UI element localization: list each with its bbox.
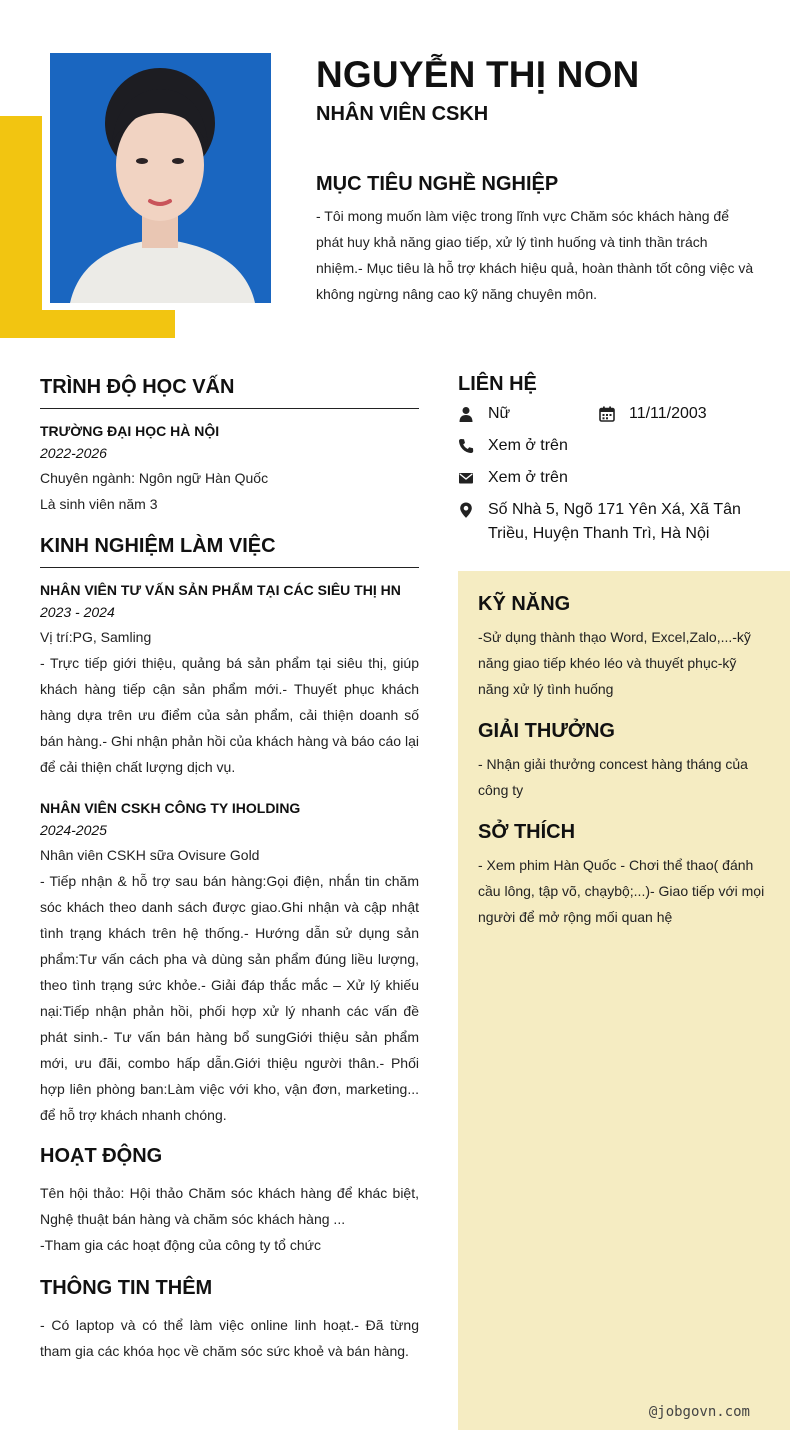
objective-text: - Tôi mong muốn làm việc trong lĩnh vực Chăm sóc khách hàng để phát huy khả năng giao tiếp, xử lý tình huống và tinh thần trách nhiệm.- Mục tiêu là hỗ trợ khách hiệu quả, hoàn thành tốt công việc và không ngừng nâng cao kỹ năng chuyên môn.: [316, 208, 754, 302]
watermark: @jobgovn.com: [648, 1404, 750, 1420]
education-title: TRÌNH ĐỘ HỌC VẤN: [40, 376, 235, 398]
education-section: [40, 376, 419, 517]
awards-section: [478, 720, 770, 803]
contact-row-gender-dob: [458, 402, 758, 426]
job-1-description: - Trực tiếp giới thiệu, quảng bá sản phẩm tại siêu thị, giúp khách hàng tiếp cận sản phẩm mới.- Thuyết phục khách hàng dựa trên ưu điểm của sản phẩm, cải thiện doanh số bán hàng.- Ghi nhận phản hồi của khách hàng và báo cáo lại để cải thiện chất lượng dịch vụ.: [40, 655, 419, 775]
skills-section: [478, 593, 770, 702]
education-note: Là sinh viên năm 3: [40, 496, 158, 512]
accent-bar-vertical: [0, 116, 42, 338]
more-info-section: [40, 1277, 419, 1364]
job-1-name: NHÂN VIÊN TƯ VẤN SẢN PHẨM TẠI CÁC SIÊU THỊ HN: [40, 582, 401, 598]
sidebar-panel: [458, 571, 790, 1430]
contact-row-address: [458, 498, 758, 546]
contact-row-phone: [458, 434, 758, 458]
hobbies-title: SỞ THÍCH: [478, 821, 576, 843]
contact-address: Số Nhà 5, Ngõ 171 Yên Xá, Xã Tân Triều, Huyện Thanh Trì, Hà Nội: [488, 501, 741, 542]
experience-section: [40, 535, 419, 1128]
calendar-icon: [599, 406, 615, 422]
contact-email: Xem ở trên: [488, 469, 568, 486]
more-info-text: - Có laptop và có thể làm việc online linh hoạt.- Đã từng tham gia các khóa học về chăm sóc sức khoẻ và bán hàng.: [40, 1317, 419, 1359]
education-divider: [40, 408, 419, 409]
job-2-name: NHÂN VIÊN CSKH CÔNG TY IHOLDING: [40, 800, 301, 816]
person-icon: [458, 406, 474, 422]
contact-gender: Nữ: [488, 405, 511, 422]
more-info-title: THÔNG TIN THÊM: [40, 1277, 213, 1299]
job-1-years: 2023 - 2024: [40, 604, 115, 620]
contact-title: LIÊN HỆ: [458, 373, 537, 395]
education-school: TRƯỜNG ĐẠI HỌC HÀ NỘI: [40, 423, 220, 439]
job-2-description: - Tiếp nhận & hỗ trợ sau bán hàng:Gọi điện, nhắn tin chăm sóc khách theo danh sách được giao.Ghi nhận và cập nhật tình trạng khách trên hệ thống.- Hướng dẫn sử dụng sản phẩm:Tư vấn cách pha và dùng sản phẩm đúng liều lượng, theo tình trạng sức khỏe.- Giải đáp thắc mắc – Xử lý khiếu nại:Tiếp nhận phản hồi, phối hợp xử lý nhanh các vấn đề phát sinh.- Tư vấn bán hàng bổ sungGiới thiệu sản phẩm mới, ưu đãi, combo hấp dẫn.Giới thiệu người thân.- Phối hợp liên phòng ban:Làm việc với kho, vận đơn, marketing... để hỗ trợ khách nhanh chóng.: [40, 873, 419, 1123]
accent-bar-horizontal: [0, 310, 175, 338]
contact-phone: Xem ở trên: [488, 437, 568, 454]
skills-title: KỸ NĂNG: [478, 593, 571, 615]
job-1-position: Vị trí:PG, Samling: [40, 629, 152, 645]
hobbies-text: - Xem phim Hàn Quốc - Chơi thể thao( đánh cầu lông, tập võ, chạybộ;...)- Giao tiếp với mọi người để mở rộng mối quan hệ: [478, 857, 765, 925]
objective-title: MỤC TIÊU NGHỀ NGHIỆP: [316, 173, 559, 195]
education-years: 2022-2026: [40, 445, 107, 461]
job-2-years: 2024-2025: [40, 822, 107, 838]
awards-title: GIẢI THƯỞNG: [478, 720, 615, 742]
candidate-job-title: NHÂN VIÊN CSKH: [316, 103, 489, 125]
experience-title: KINH NGHIỆM LÀM VIỆC: [40, 535, 276, 557]
experience-divider: [40, 567, 419, 568]
contact-row-email: [458, 466, 758, 490]
contact-dob: 11/11/2003: [629, 405, 707, 422]
profile-photo: [50, 53, 271, 303]
skills-text: -Sử dụng thành thạo Word, Excel,Zalo,...-kỹ năng giao tiếp khéo léo và thuyết phục-kỹ năng xử lý tình huống: [478, 629, 751, 697]
mail-icon: [458, 470, 474, 486]
awards-text: - Nhận giải thưởng concest hàng tháng của công ty: [478, 756, 748, 798]
location-pin-icon: [458, 502, 474, 518]
phone-icon: [458, 438, 474, 454]
activities-line-1: Tên hội thảo: Hội thảo Chăm sóc khách hàng để khác biệt, Nghệ thuật bán hàng và chăm sóc khách hàng ...: [40, 1185, 419, 1227]
candidate-name: NGUYỄN THỊ NON: [316, 54, 640, 95]
education-major: Chuyên ngành: Ngôn ngữ Hàn Quốc: [40, 470, 269, 486]
activities-line-2: -Tham gia các hoạt động của công ty tổ chức: [40, 1237, 321, 1253]
activities-title: HOẠT ĐỘNG: [40, 1145, 163, 1167]
hobbies-section: [478, 821, 770, 930]
activities-section: [40, 1145, 419, 1258]
job-2-position: Nhân viên CSKH sữa Ovisure Gold: [40, 847, 260, 863]
contact-section: [458, 373, 758, 546]
